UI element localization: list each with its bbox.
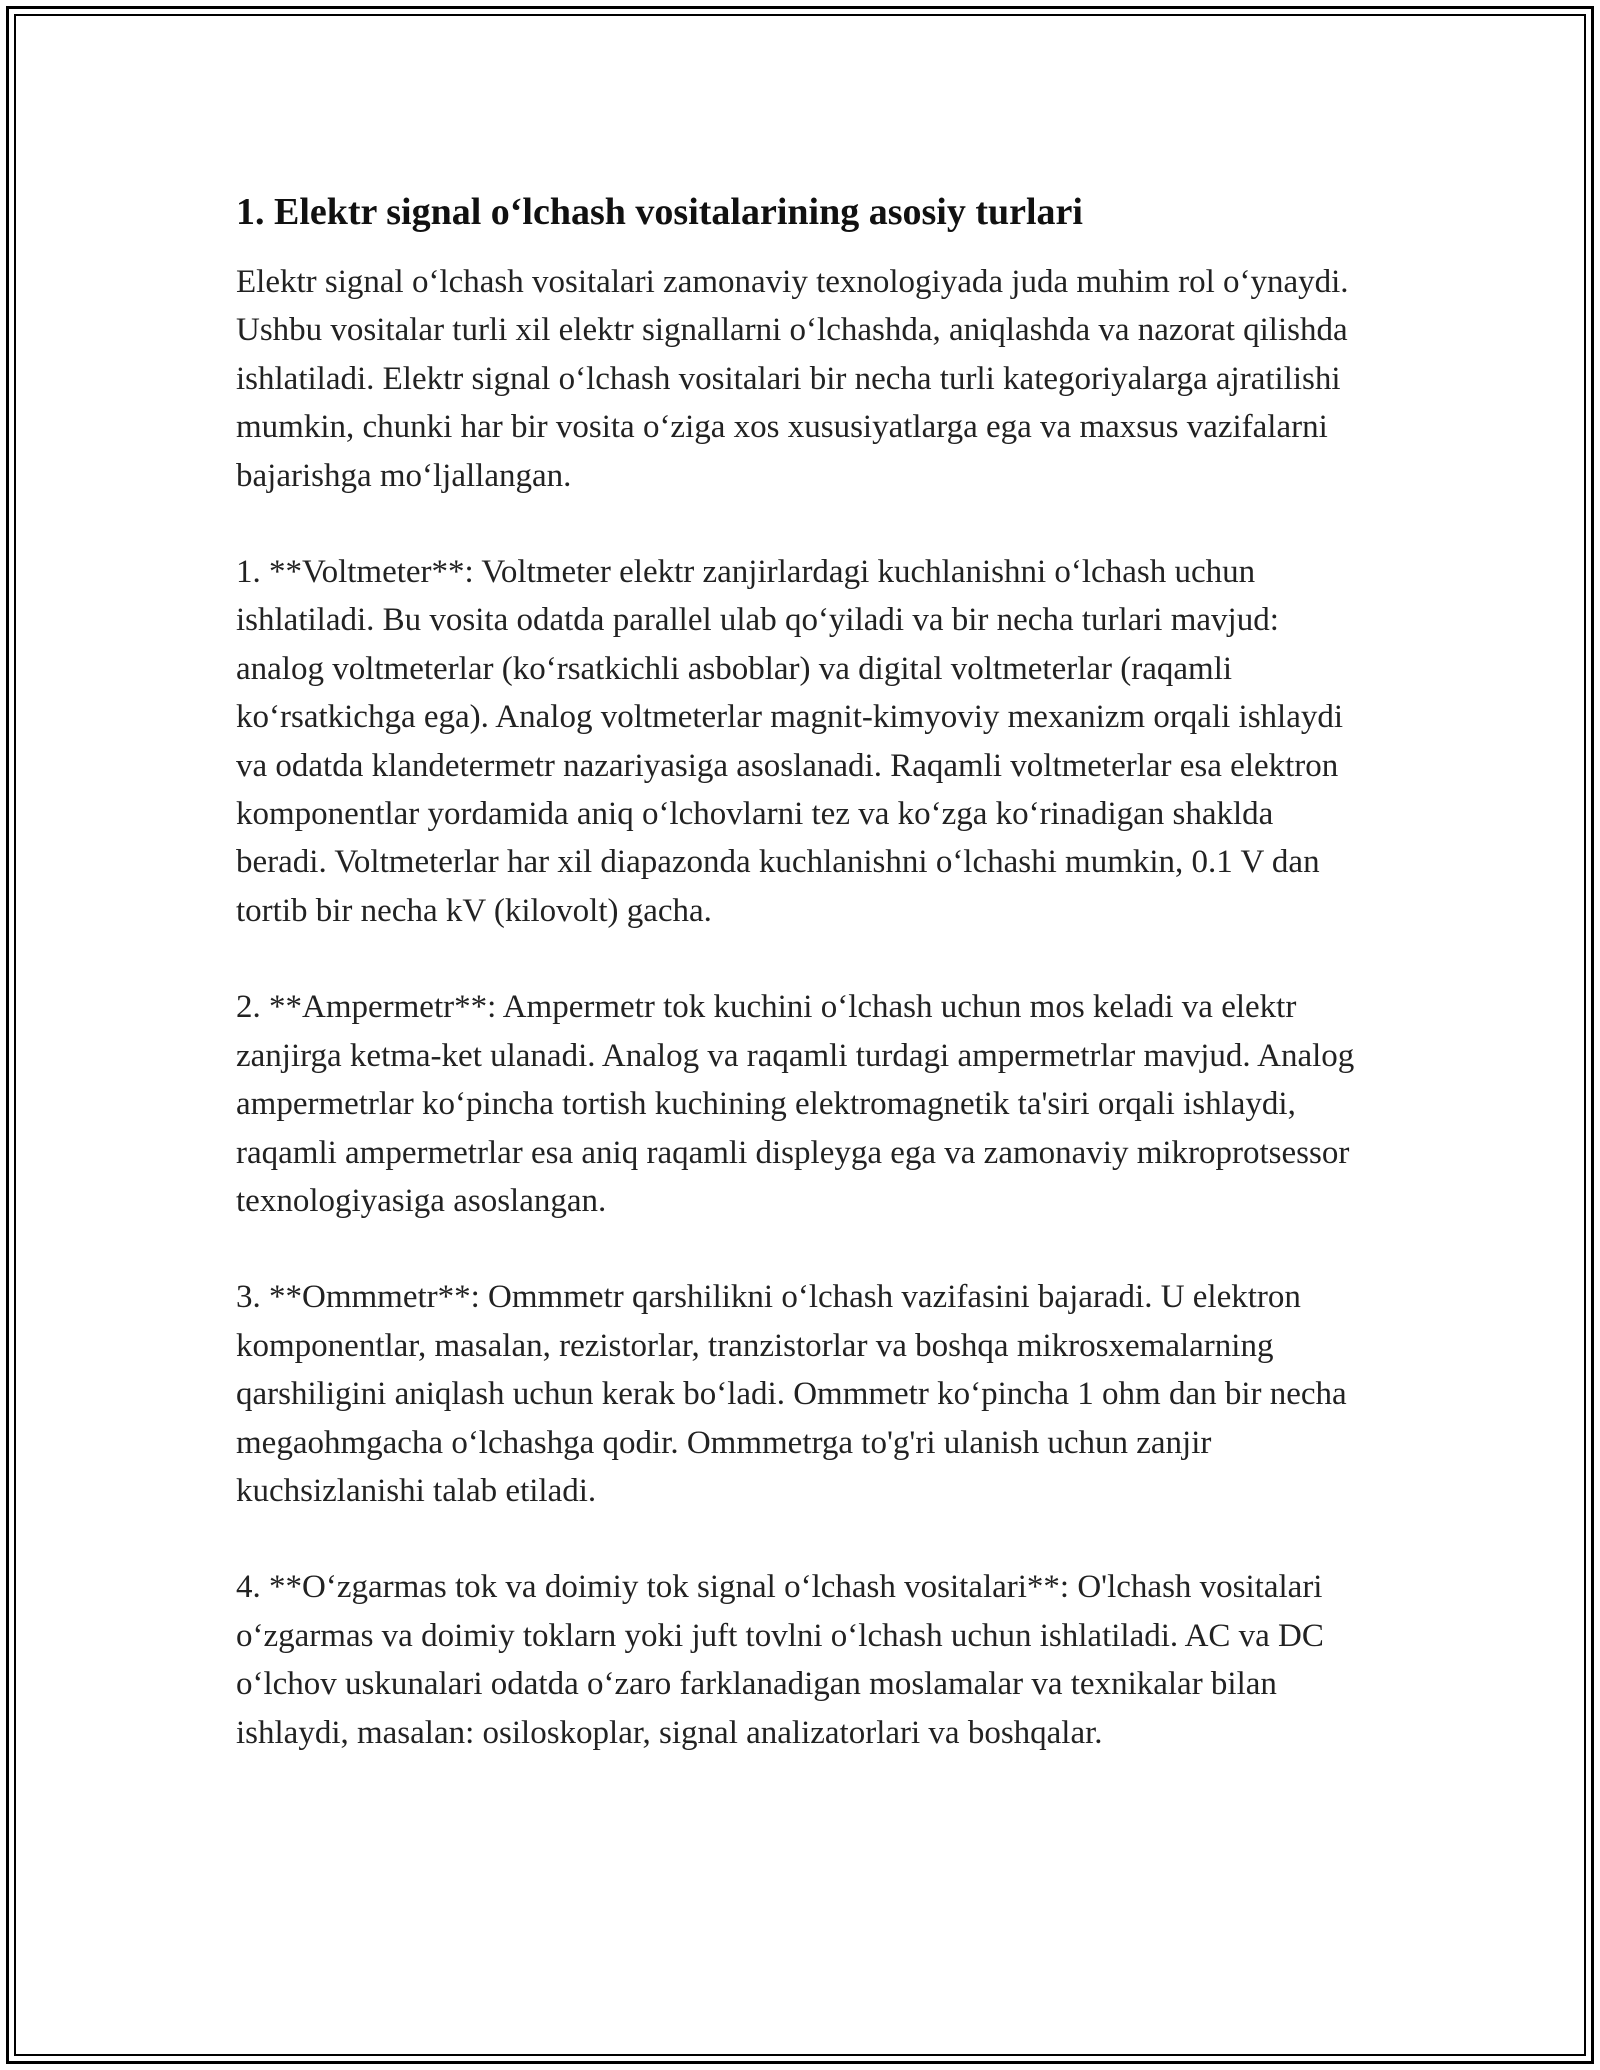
document-title: 1. Elektr signal o‘lchash vositalarining asosiy turlari [236,191,1083,233]
paragraph-voltmeter: 1. **Voltmeter**: Voltmeter elektr zanjirlardagi kuchlanishni o‘lchash uchun ishlatiladi. Bu vosita odatda parallel ulab qo‘yiladi va bir necha turlari mavjud: analog voltmeterlar (ko‘rsatkichli asboblar) va digital voltmeterlar (raqamli ko‘rsatkichga ega). Analog voltmeterlar magnit-kimyoviy mexanizm orqali ishlaydi va odatda klandetermetr nazariyasiga asoslanadi. Raqamli voltmeterlar esa elektron komponentlar yordamida aniq o‘lchovlarni tez va ko‘zga ko‘rinadigan shaklda beradi. Voltmeterlar har xil diapazonda kuchlanishni o‘lchashi mumkin, 0.1 V dan tortib bir necha kV (kilovolt) gacha. [236,554,1344,929]
paragraph-intro: Elektr signal o‘lchash vositalari zamonaviy texnologiyada juda muhim rol o‘ynaydi. Ushbu vositalar turli xil elektr signallarni o‘lchashda, aniqlashda va nazorat qilishda ishlatiladi. Elektr signal o‘lchash vositalari bir necha turli kategoriyalarga ajratilishi mumkin, chunki har bir vosita o‘ziga xos xususiyatlarga ega va maxsus vazifalarni bajarishga mo‘ljallangan. [236,264,1349,494]
paragraph-ac-dc: 4. **O‘zgarmas tok va doimiy tok signal o‘lchash vositalari**: O'lchash vositalari o‘zgarmas va doimiy toklarn yoki juft tovlni o‘lchash uchun ishlatiladi. AC va DC o‘lchov uskunalari odatda o‘zaro farklanadigan moslamalar va texnikalar bilan ishlaydi, masalan: osiloskoplar, signal analizatorlari va boshqalar. [236,1569,1324,1751]
paragraph-ampermetr: 2. **Ampermetr**: Ampermetr tok kuchini o‘lchash uchun mos keladi va elektr zanjirga ketma-ket ulanadi. Analog va raqamli turdagi ampermetrlar mavjud. Analog ampermetrlar ko‘pincha tortish kuchining elektromagnetik ta'siri orqali ishlaydi, raqamli ampermetrlar esa aniq raqamli displeyga ega va zamonaviy mikroprotsessor texnologiyasiga asoslangan. [236,989,1355,1219]
paragraph-ommmetr: 3. **Ommmetr**: Ommmetr qarshilikni o‘lchash vazifasini bajaradi. U elektron komponentlar, masalan, rezistorlar, tranzistorlar va boshqa mikrosxemalarning qarshiligini aniqlash uchun kerak bo‘ladi. Ommmetr ko‘pincha 1 ohm dan bir necha megaohmgacha o‘lchashga qodir. Ommmetrga to'g'ri ulanish uchun zanjir kuchsizlanishi talab etiladi. [236,1279,1347,1509]
document-body [236,188,1366,1805]
